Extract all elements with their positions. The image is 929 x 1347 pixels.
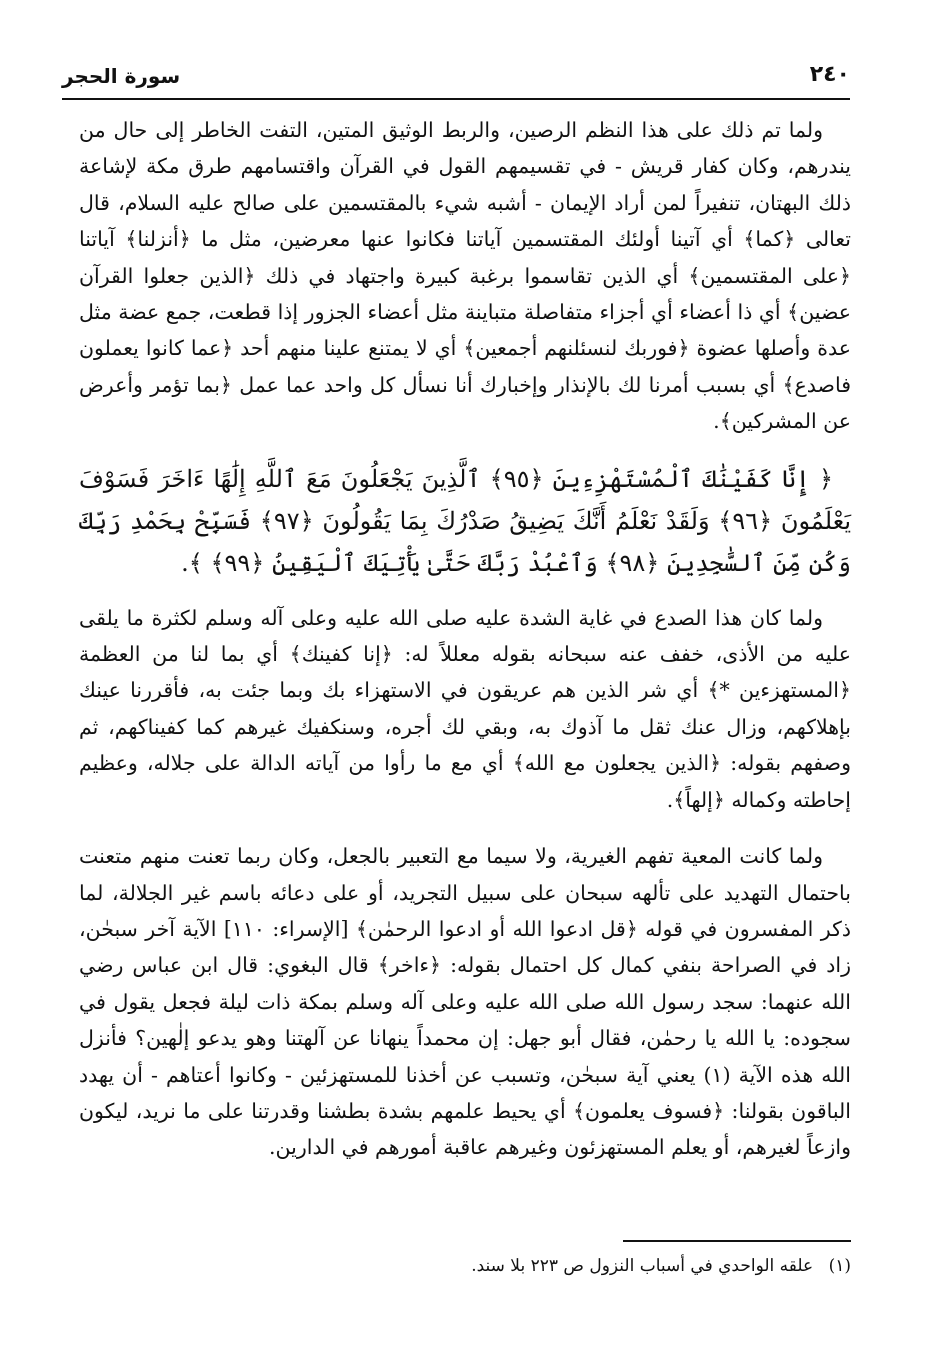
paragraph-2: ولما كان هذا الصدع في غاية الشدة عليه صلى الله عليه وعلى آله وسلم لكثرة ما يلقى عليه من الأذى، خفف عنه سبحانه بقوله معللاً له: ﴿إنا كفينك﴾ أي بما لنا من العظمة ﴿المستهزءين *﴾ أي شر الذين هم عريقون في الاستهزاء بك وبما جئت به، فأقررنا عينك بإهلاكهم، وزال عنك ثقل ما آذوك به، وبقي لك أجره، وسنكفيك غيرهم كما كفيناكهم، ثم وصفهم بقوله: ﴿الذين يجعلون مع الله﴾ أي مع ما رأوا من آياته الدالة على جلاله، وعظيم إحاطته وكماله ﴿إلهاً﴾. xyxy=(79,605,851,812)
paragraph-3: ولما كانت المعية تفهم الغيرية، ولا سيما مع التعبير بالجعل، وكان ربما تعنت منهم متعنت باحتمال التهديد على تألهه سبحان على سبيل التجريد، أو على دعائه باسم غير الجلالة، لما ذكر المفسرون في قوله ﴿قل ادعوا الله أو ادعوا الرحمٰن﴾ [الإسراء: ١١٠] الآية آخر سبحٰن، زاد في الصراحة بنفي كمال كل احتمال بقوله: ﴿ءاخر﴾ قال البغوي: قال ابن عباس رضي الله عنهما: سجد رسول الله صلى الله عليه وعلى آله وسلم بمكة ذات ليلة فجعل يقول في سجوده: يا الله يا رحمٰن، فقال أبو جهل: إن محمداً ينهانا عن آلهتنا وهو يدعو إلٰهين؟ فأنزل الله هذه الآية (١) يعني آية سبحٰن، وتسبب عن أخذنا للمستهزئين - وكانوا أعتاهم - أن يهدد الباقون بقولنا: ﴿فسوف يعلمون﴾ أي يحيط علمهم بشدة بطشنا وقدرتنا على ما نريد، ليكون وازعاً لغيرهم، أو يعلم المستهزئون وغيرهم عاقبة أمورهم في الدارين. xyxy=(79,844,851,1160)
page-number: ٢٤٠ xyxy=(809,62,850,87)
footnote-marker: (١) xyxy=(828,1256,851,1276)
surah-title: سورة الحجر xyxy=(62,64,181,88)
quran-verses: ﴿ إِنَّا كَفَيْنَٰكَ ٱلْمُسْتَهْزِءِينَ ﴿٩٥﴾ ٱلَّذِينَ يَجْعَلُونَ مَعَ ٱللَّهِ إِلَٰهًا ءَاخَرَ فَسَوْفَ يَعْلَمُونَ ﴿٩٦﴾ وَلَقَدْ نَعْلَمُ أَنَّكَ يَضِيقُ صَدْرُكَ بِمَا يَقُولُونَ ﴿٩٧﴾ فَسَبِّحْ بِحَمْدِ رَبِّكَ وَكُن مِّنَ ٱلسَّٰجِدِينَ ﴿٩٨﴾ وَٱعْبُدْ رَبَّكَ حَتَّىٰ يَأْتِيَكَ ٱلْيَقِينُ ﴿٩٩﴾ ﴾. xyxy=(79,464,851,577)
footnote-divider xyxy=(623,1240,851,1242)
footnote xyxy=(79,1252,851,1280)
paragraph-spacer xyxy=(79,818,851,838)
paragraph-1: ولما تم ذلك على هذا النظم الرصين، والربط الوثيق المتين، التفت الخاطر إلى حال من يندرهم، وكان كفار قريش - في تقسيمهم القول في القرآن واقتسامهم طرق مكة لإشاعة ذلك البهتان، تنفيراً لمن أراد الإيمان - أشبه شيء بالمقتسمين على صالح عليه السلام، قال تعالى ﴿كما﴾ أي آتينا أولئك المقتسمين آياتنا فكانوا عنها معرضين، مثل ما ﴿أنزلنا﴾ آياتنا ﴿على المقتسمين﴾ أي الذين تقاسموا برغبة كبيرة واجتهاد في ذلك ﴿الذين جعلوا القرآن عضين﴾ أي ذا أعضاء أي أجزاء متفاصلة متباينة مثل أعضاء الجزور إذا قطعت، جمع عضة مثل عدة وأصلها عضوة ﴿فوربك لنسئلنهم أجمعين﴾ أي لا يمتنع علينا منهم أحد ﴿عما كانوا يعملون فاصدع﴾ أي بسبب أمرنا لك بالإنذار وإخبارك أنا نسأل كل واحد عما عمل ﴿بما تؤمر وأعرض عن المشركين﴾. xyxy=(79,118,851,434)
main-text xyxy=(79,112,851,1166)
page-header xyxy=(62,58,850,100)
footnote-text: علقه الواحدي في أسباب النزول ص ٢٢٣ بلا سند. xyxy=(471,1256,814,1276)
